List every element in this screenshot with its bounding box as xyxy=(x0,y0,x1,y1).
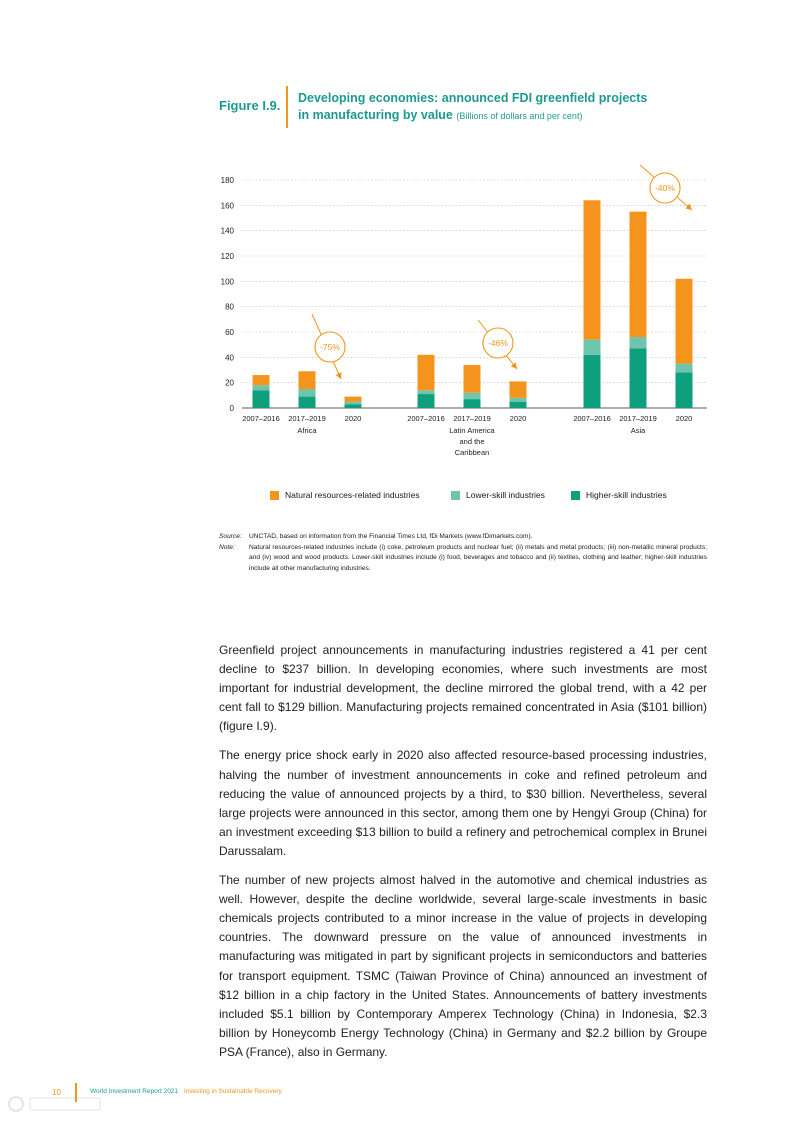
group-label: and the xyxy=(459,437,485,446)
bar-natural-resources-related-industries xyxy=(676,279,693,364)
bar-lower-skill-industries xyxy=(584,340,601,355)
legend-item-lower-skill xyxy=(451,490,545,500)
annotation-label: -46% xyxy=(488,338,508,348)
bar-lower-skill-industries xyxy=(464,393,481,399)
footer-report-title xyxy=(90,1088,282,1095)
legend-swatch-higher-skill xyxy=(571,491,580,500)
y-tick-label: 20 xyxy=(225,378,234,388)
legend-label-natural-resources: Natural resources-related industries xyxy=(285,490,420,500)
group-label: Latin America xyxy=(449,426,495,435)
chart-legend xyxy=(270,490,710,504)
bar-natural-resources-related-industries xyxy=(418,355,435,390)
figure-label: Figure I.9. xyxy=(219,98,281,113)
legend-swatch-lower-skill xyxy=(451,491,460,500)
y-tick-label: 140 xyxy=(220,226,234,236)
bar-lower-skill-industries xyxy=(299,389,316,397)
stacked-bar-chart xyxy=(210,168,715,468)
legend-swatch-natural-resources xyxy=(270,491,279,500)
figure-title-line2: in manufacturing by value xyxy=(298,108,453,122)
legend-item-natural-resources xyxy=(270,490,420,500)
bar-natural-resources-related-industries xyxy=(630,212,647,337)
bar-lower-skill-industries xyxy=(510,398,527,402)
annotation-label: -75% xyxy=(320,342,340,352)
bar-lower-skill-industries xyxy=(676,364,693,373)
bar-higher-skill-industries xyxy=(418,394,435,408)
bar-natural-resources-related-industries xyxy=(299,371,316,389)
note xyxy=(219,543,707,575)
bar-natural-resources-related-industries xyxy=(464,365,481,393)
legend-label-lower-skill: Lower-skill industries xyxy=(466,490,545,500)
note-text: Natural resources-related industries include (i) coke, petroleum products and nuclear fuel; (ii) metals and metal products; (iii) non-metallic mineral products; and (iv) wood and wood products. Lower-skill industries include (i) food, beverages and tobacco and (ii) textiles, clothing and leather; higher-skill industries include all other manufacturing industries. xyxy=(249,543,707,572)
x-tick-label: 2007–2016 xyxy=(242,414,280,423)
bar-lower-skill-industries xyxy=(418,390,435,394)
y-tick-label: 80 xyxy=(225,302,234,312)
bar-higher-skill-industries xyxy=(253,390,270,408)
figure-title xyxy=(298,90,647,125)
bar-higher-skill-industries xyxy=(584,355,601,408)
page-number: 10 xyxy=(52,1088,61,1097)
y-tick-label: 0 xyxy=(229,404,234,413)
note-label: Note: xyxy=(219,543,235,551)
bar-higher-skill-industries xyxy=(630,348,647,408)
legend-label-higher-skill: Higher-skill industries xyxy=(586,490,667,500)
y-tick-label: 160 xyxy=(220,201,234,211)
bar-lower-skill-industries xyxy=(630,337,647,348)
y-tick-label: 100 xyxy=(220,277,234,287)
page-footer xyxy=(0,1083,793,1113)
y-tick-label: 120 xyxy=(220,252,234,261)
bar-lower-skill-industries xyxy=(345,402,362,405)
group-label: Africa xyxy=(297,426,317,435)
bar-natural-resources-related-industries xyxy=(584,200,601,339)
bar-higher-skill-industries xyxy=(510,402,527,408)
watermark-logo-icon xyxy=(6,1093,106,1115)
paragraph-1: Greenfield project announcements in manufacturing industries registered a 41 per cent decline to $237 billion. In developing economies, where such investments are most important for industrial development, the decline mirrored the global trend, with a 42 per cent fall to $129 billion. Manufacturing projects remained concentrated in Asia ($101 billion) (figure I.9). xyxy=(219,643,707,734)
source-text: UNCTAD, based on information from the Financial Times Ltd, fDi Markets (www.fDimarkets.com). xyxy=(249,533,533,540)
figure-header xyxy=(219,86,699,130)
figure-notes xyxy=(219,532,707,574)
x-tick-label: 2020 xyxy=(675,414,693,423)
group-label: Asia xyxy=(630,426,646,435)
figure-divider xyxy=(286,86,288,128)
y-tick-label: 180 xyxy=(220,176,234,185)
figure-subtitle: (Billions of dollars and per cent) xyxy=(456,111,583,121)
bar-higher-skill-industries xyxy=(676,373,693,408)
legend-item-higher-skill xyxy=(571,490,667,500)
body-text xyxy=(219,641,707,1072)
x-tick-label: 2020 xyxy=(344,414,362,423)
source-label: Source: xyxy=(219,533,242,540)
paragraph-2: The energy price shock early in 2020 also affected resource-based processing industries, halving the number of investment announcements in coke and refined petroleum and reducing the value of announced projects by a third, to $30 billion. Nevertheless, several large projects were announced in this sector, among them one by Hengyi Group (China) for an investment exceeding $13 billion to build a refinery and petrochemical complex in Brunei Darussalam. xyxy=(219,748,707,858)
report-theme: Investing in Sustainable Recovery xyxy=(183,1088,282,1095)
source-note xyxy=(219,532,707,543)
x-tick-label: 2020 xyxy=(509,414,527,423)
bar-higher-skill-industries xyxy=(464,399,481,408)
figure-title-line1: Developing economies: announced FDI greenfield projects xyxy=(298,91,648,105)
report-name: World Investment Report 2021 xyxy=(90,1088,179,1095)
bar-natural-resources-related-industries xyxy=(345,397,362,402)
y-tick-label: 40 xyxy=(225,353,234,363)
bar-higher-skill-industries xyxy=(299,397,316,408)
x-tick-label: 2017–2019 xyxy=(453,414,491,423)
bar-lower-skill-industries xyxy=(253,385,270,390)
x-tick-label: 2017–2019 xyxy=(288,414,326,423)
bar-natural-resources-related-industries xyxy=(253,375,270,385)
x-tick-label: 2007–2016 xyxy=(407,414,445,423)
x-tick-label: 2007–2016 xyxy=(573,414,611,423)
group-label: Caribbean xyxy=(454,448,490,457)
annotation-arrow-head-icon xyxy=(511,362,517,369)
bar-natural-resources-related-industries xyxy=(510,381,527,397)
annotation-label: -40% xyxy=(655,183,675,193)
paragraph-3: The number of new projects almost halved in the automotive and chemical industries as well. However, despite the decline worldwide, several large-scale investments in basic chemicals projects contributed to a minor increase in the value of projects in developing countries. The downward pressure on the value of announced investments in manufacturing was mitigated in part by significant projects in semiconductors and batteries for transport equipment. TSMC (Taiwan Province of China) announced an investment of $12 billion in a chip factory in the United States. Announcements of battery investments included $5.1 billion by Contemporary Amperex Technology (China) in Indonesia, $2.3 billion by Honeycomb Energy Technology (China) in Germany and $2.2 billion by Groupe PSA (France), also in Germany. xyxy=(219,873,707,1059)
bar-higher-skill-industries xyxy=(345,404,362,408)
y-tick-label: 60 xyxy=(225,328,234,337)
x-tick-label: 2017–2019 xyxy=(619,414,657,423)
